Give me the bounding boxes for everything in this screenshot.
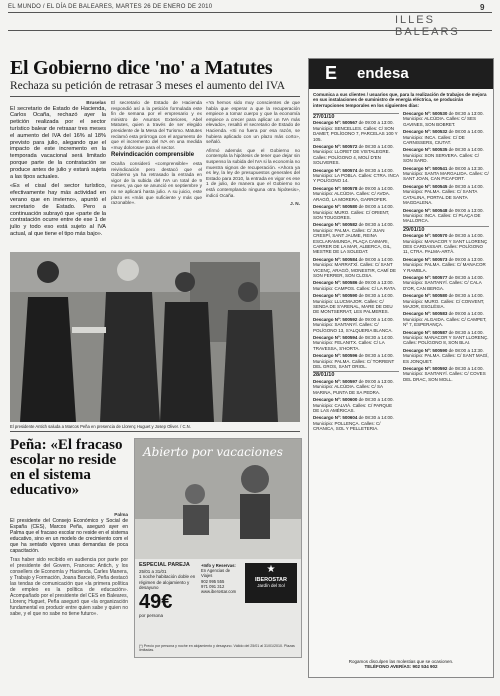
lede-paragraph: El secretario de Estado de Hacienda, Carlos Ocaña, rechazó ayer la petición realizada por el sector turístico balear de retrasar tres meses el aumento del IVA del 16% al 18% previsto para julio, alegando que el impacto de este incremento en la temporada vacacional será limitado porque parte de la contratación se produce antes de julio y estará sujeta a las tipos actuales. (10, 105, 106, 180)
ad-info-line: En Agencias de Viajes (201, 568, 231, 579)
outage-entry (313, 120, 399, 142)
outage-entry (403, 166, 489, 182)
outage-id: Descargo Nº: 500530 (403, 111, 449, 116)
endesa-right-column (403, 111, 489, 651)
outage-id: Descargo Nº: 500532 (403, 129, 449, 135)
outage-entry (403, 184, 489, 206)
outage-entry (403, 129, 489, 145)
ad-info (201, 563, 241, 594)
outage-details: de 09:00 a 14:00. Municipio: SANTANYÍ. Calles: C/ POLÍGONO 13, S'ALQUERIA BLANCA. (313, 316, 394, 333)
outage-details: de 08:30 a 14:00. Municipio: MANACOR Y SANT LLORENÇ DES CARDASSAR. Calles: POLÍGONO 11, CTRA. PALMA-ARTÀ. (403, 233, 488, 255)
photo-illustration (10, 252, 300, 422)
endesa-logo-word: endesa (357, 65, 409, 82)
outage-id: Descargo Nº: 500590 (403, 347, 449, 353)
outage-entry (403, 293, 489, 309)
article-main (10, 57, 300, 80)
endesa-logo-letter: E (325, 63, 338, 83)
outage-details: de 08:30 a 14:00. Municipio: SANTANYÍ. Calles: C/ COVES DEL DRAC, SON MOLL. (403, 366, 486, 382)
outage-details: de 08:00 a 13:30. Municipio: PALMA. Calles: C/ SANT MAGÍ, ES JONQUET. (403, 347, 489, 364)
outage-details: de 08:30 a 14:00. Municipio: MURO. Calles: C/ CONVENT, MAJOR, ESGLÉSIA. (403, 293, 485, 309)
ad-brand-sub: Jardín del Sol (257, 583, 285, 588)
outage-id: Descargo Nº: 500580 (313, 204, 359, 210)
outage-id: Descargo Nº: 500596 (313, 353, 359, 359)
outage-details: de 08:30 a 14:00. Municipio: LA POBLA. Calles: CTRA. INCA Y POLÍGONO 14. (313, 167, 399, 184)
outage-details: de 09:00 a 13:00. Municipio: INCA. Calles: C/ PLAÇA DE MALLORCA. (403, 207, 484, 224)
outage-entry (403, 147, 489, 163)
outage-entry (403, 233, 489, 255)
ad-brand-box (245, 563, 297, 603)
ad-footnote: (*) Precio por persona y noche en alojamiento y desayuno. Válido del 25/01 al 31/01/2010. Plazas limitadas. (139, 644, 295, 653)
outage-entry (313, 257, 399, 279)
ad-promo-title: ESPECIAL PAREJA (139, 562, 190, 568)
article-column-3 (206, 100, 300, 207)
outage-details: de 09:00 a 13:00. Municipio: ALCÚDIA. Calles: C/ SA MARINA, PUNTA DE SA PEDRA. (313, 378, 394, 395)
article2-headline: Peña: «El fracaso escolar no reside en el sistema educativo» (10, 437, 123, 498)
subheadline: Rechaza su petición de retrasar 3 meses el aumento del IVA (10, 80, 286, 92)
outage-entry (403, 111, 489, 127)
outage-entry (313, 168, 399, 184)
outage-id: Descargo Nº: 500578 (313, 185, 359, 191)
outage-id: Descargo Nº: 500584 (313, 256, 359, 262)
outage-details: de 08:30 a 14:00. Municipio: LLUCMAJOR. Calles: C/ SENDA DE S'ARENAL, MARE DE DEU DE MONTSERRAT, LES PALMERES. (313, 293, 394, 315)
outage-details: de 08:00 a 13:30. Municipio: SANTA MARGALIDA. Calles: C/ SANT JOAN, CAN PICAFORT. (403, 165, 489, 182)
outage-id: Descargo Nº: 500573 (403, 256, 449, 262)
headline-rule (10, 96, 300, 97)
outage-entry (313, 379, 399, 395)
outage-id: Descargo Nº: 500574 (313, 167, 359, 173)
outage-id: Descargo Nº: 500597 (313, 378, 359, 384)
outage-entry (403, 257, 489, 273)
outage-id: Descargo Nº: 500548 (403, 207, 449, 213)
body-paragraph: Ocaña consideró «comprensible» esta reivindicación pero destacó que el Gobierno ya ha retrasado la entrada en vigor de la subida del IVA un total de 9 meses, ya que se anunció en septiembre y no se aplicará hasta julio. A su juicio, este plazo es «más que suficiente y más que razonable». (111, 160, 202, 206)
outage-details: de 09:00 a 14:00. Municipio: ALCÚDIA. Calles: C/ AVDA. ARAGÓ, LA MORERA, GARROFER. (313, 185, 394, 202)
ad-price: 49€ (139, 590, 173, 613)
page-number: 9 (480, 3, 485, 12)
endesa-footer-note: Rogamos disculpen las molestias que se ocasionen. (348, 659, 454, 664)
outage-entry (313, 317, 399, 333)
outage-id: Descargo Nº: 500541 (403, 165, 449, 171)
notice-date: 28/01/10 (313, 371, 399, 378)
outage-details: de 09:00 a 14:00. Municipio: ALGAIDA. Calles: C/ CAMPET, Nº 7, ESPERANÇA. (403, 311, 487, 328)
outage-id: Descargo Nº: 500582 (313, 222, 359, 228)
masthead-rule (8, 12, 492, 13)
outage-entry (313, 415, 399, 431)
outage-details: de 08:30 a 14:00. Municipio: MANACOR Y SANT LLORENÇ. Calles: POLÍGONO 8, SON BLAI. (403, 329, 489, 346)
outage-details: de 09:00 a 13:00. Municipio: PALMA. Calles: C/ MANACOR Y RAMBLA. (403, 256, 486, 273)
ad-price-note: por persona (139, 612, 164, 618)
outage-details: de 08:30 a 14:00. Municipio: PALMA. Calles: C/ TORRENT DEL GROS, SANT ORIOL. (313, 353, 395, 370)
intertitle: Reivindicación comprensible (111, 152, 195, 159)
outage-details: de 08:30 a 14:00. Municipio: CALVIÀ. Calles: C/ PARQUE DE LAS AMÉRICAS. (313, 397, 394, 413)
outage-details: de 08:30 a 14:00. Municipio: FELANITX. Calles: C/ LA TRAVESSA, S'HORTA. (313, 335, 394, 351)
lede-paragraph-2: «Es el cisal del sector turístico, efectivamente hay más actividad en verano que en invierno», apuntó el secretario de Estado. Pero a continuación subrayó que «parte de la contratación ocurre entre de ese 1 de julio y todo eso está sujeto al IVA actual, al que tiene el tipo más bajo». (10, 183, 106, 237)
ad-brand: IBEROSTAR (255, 577, 287, 583)
outage-id: Descargo Nº: 500545 (403, 183, 449, 189)
body-paragraph: «Ya hemos sido muy conscientes de que había que esperar a que la recuperación empiece a tomar cuerpo y que la economía empiece a crecer para aplicar un IVA más elevado», resaltó el secretario de Estado de Hacienda. «Si no fuera por esa razón, se hubiera aplicado con un plazo más corto», señaló. (206, 100, 300, 145)
outage-entry (403, 348, 489, 364)
body-paragraph: Afirmó además que el Gobierno no contempla la hipótesis de tener que dejar sin suspenso la subida del IVA si la economía no muestra signos de recuperación. «Ahora ya es ley, la ley de presupuestos generales del Estado para 2010, la entrada en vigor es ese 1 de julio, de manera que el Gobierno no está contemplando ninguna otra hipótesis», indicó Ocaña. (206, 147, 300, 198)
ad-info-label: +Info y Reservas: (201, 563, 236, 568)
outage-entry (313, 186, 399, 202)
section-rule (8, 30, 492, 31)
outage-entry (313, 222, 399, 254)
article2-paragraph-2: Tras haber sido recibido en audiencia por parte por el presidente del Govern, Francesc Antich, y los consellers de Economía y Hacienda, Carles Manera, y Trabajo y Formación, Joana Barceló, Peña destacó las tendas de comunicación que «la primera política de empleo es la política de educación». Acompañado por el presidente del CES en Baleares, Llorenç Huguet, Peña aseguró que «la organización fundamental es producir entre quien sabe y quien no sabe, y el que no sabe no tiene futuro». (10, 556, 128, 617)
outage-id: Descargo Nº: 500577 (403, 274, 449, 280)
article2-dateline: Palma (114, 512, 128, 517)
outage-entry (313, 335, 399, 351)
outage-details: de 08:00 a 14:00. Municipio: INCA. Calles: C/ DE CARNISSERS, CIUTAT. (403, 129, 484, 146)
section-title: ILLES BALEARS (395, 14, 460, 38)
outage-entry (403, 208, 489, 224)
outage-id: Descargo Nº: 500572 (313, 144, 359, 150)
outage-details: de 08:30 a 14:00. Municipio: SANTANYÍ. Calles: C/ CALA D'OR, CAN BERGA. (403, 274, 484, 291)
endesa-left-column (313, 111, 399, 651)
outage-details: de 08:30 a 14:00. Municipio: POLLENÇA. Calles: C/ CRANICA, SOL Y PELLETERIA. (313, 415, 394, 432)
outage-entry (313, 280, 399, 291)
outage-id: Descargo Nº: 500604 (313, 415, 359, 421)
article2-paragraph: El presidente del Consejo Económico y Social de España (CES), Marcos Peña, aseguró ayer en Palma que el fracaso escolar no reside en el sistema educativo, sino en un modelo de crecimiento com el que ha sentado vigores unas demandas de poca capacitación. (10, 517, 128, 554)
ad-promo-desc: 1 noche habitación doble en régimen de alojamiento y desayuno (139, 574, 196, 590)
outage-id: Descargo Nº: 500590 (313, 293, 359, 299)
outage-entry (403, 366, 489, 382)
notice-date: 29/01/10 (403, 226, 489, 233)
outage-entry (313, 204, 399, 220)
outage-entry (313, 397, 399, 413)
outage-id: Descargo Nº: 500583 (403, 311, 449, 317)
outage-details: de 09:00 a 13:00. Municipio: CAMPOS. Calles: C/ LA RATA. (313, 280, 397, 291)
endesa-notice (308, 58, 494, 678)
outage-details: de 08:30 a 14:00. Municipio: PALMA. Calles: C/ SANTA CATALINA, PORTAL DE SANTA MAGDALENA. (403, 183, 484, 206)
endesa-header (309, 59, 493, 89)
outage-details: de 08:30 a 14:00. Municipio: SON SERVERA. Calles: C/ SON SARD. (403, 147, 484, 164)
body-paragraph: El secretario de Estado de Hacienda respondió así a la petición formulada este fin de semana por el empresario y ex ministro de Asuntos Exteriores, Abel Matutes, quien a través de ser elegido presidente de la Mesa del Turismo. Matutes reclamó esta prórroga con el argumento de que el incremento del IVA en una medida «muy dolorosa» para el sector. (111, 100, 202, 150)
ad-promo (139, 563, 199, 618)
article-column-2 (111, 100, 202, 209)
outage-id: Descargo Nº: 500580 (403, 293, 449, 299)
outage-entry (403, 311, 489, 327)
endesa-intro: Comunica a sus clientes / usuarios que, para la realización de trabajos de mejora en sus instalaciones de suministro de energía eléctrica, se producirán interrupciones temporales en los siguientes días: (313, 92, 487, 108)
outage-details: de 08:30 a 14:00. Municipio: PALMA. Calles: C/ JUAN CRESPÍ, SANT JAUME, REINA ESCLARAMUNDA, PLAÇA CAIMARI, CARRER DE LA MAR, ALBERCA, GIL, MESTRE DE LA SOLEDAT. (313, 222, 394, 255)
outage-id: Descargo Nº: 500600 (313, 397, 359, 403)
outage-entry (313, 353, 399, 369)
outage-id: Descargo Nº: 500594 (313, 335, 359, 341)
ad-info-phone-2: 971 091 312 (201, 583, 225, 589)
article-column-1 (10, 100, 106, 238)
masthead-publication: EL MUNDO / EL DÍA DE BALEARES, MARTES 26 DE ENERO DE 2010 (8, 4, 213, 10)
outage-id: Descargo Nº: 500567 (313, 120, 359, 126)
ad-info-phone: 902 995 555 (201, 578, 225, 584)
caption-rule (10, 431, 300, 432)
dateline: Bruselas (86, 100, 106, 105)
signature: J. N. (290, 201, 300, 207)
article2-body (10, 512, 128, 620)
headline: El Gobierno dice 'no' a Matutes (10, 57, 273, 79)
outage-id: Descargo Nº: 500592 (403, 366, 449, 372)
outage-details: de 08:00 a 14:00. Municipio: MARRATXÍ. Calles: C/ SANT VICENÇ, ARAGÓ, MONESTIR, CAMÍ DE SON FERRER, SON CLOSA. (313, 256, 397, 278)
outage-id: Descargo Nº: 500570 (403, 233, 449, 239)
ad-info-web: www.iberostar.com (201, 589, 237, 595)
notice-date: 27/01/10 (313, 113, 399, 120)
star-icon: ★ (266, 564, 276, 575)
ad-promo-dates: 25/01 a 31/01 (139, 568, 167, 574)
outage-entry (403, 275, 489, 291)
outage-id: Descargo Nº: 500535 (403, 147, 449, 153)
news-photo (10, 252, 300, 422)
iberostar-ad (134, 438, 302, 658)
outage-details: de 08:00 a 14:00. Municipio: MURO. Calles: C/ ORIENT, SON TOUGORES. (313, 204, 394, 220)
endesa-footer (313, 659, 489, 670)
outage-entry (313, 293, 399, 315)
outage-entry (313, 144, 399, 166)
outage-details: de 09:00 a 13:00. Municipio: SENCELLES. Calles: C/ SON DAMET, POLÍGONO 7, PARCELAS 100 Y 105. (313, 120, 398, 142)
outage-id: Descargo Nº: 500587 (403, 329, 449, 335)
photo-caption: El presidente Antich saluda a Marcos Peña en presencia de Llorenç Huguet y Josep Oliver. / C.N. (10, 424, 191, 429)
outage-id: Descargo Nº: 500592 (313, 316, 359, 322)
ad-tagline: Abierto por vacaciones (143, 445, 283, 459)
outage-details: de 08:30 a 14:00. Municipio: LLORET DE VISTALEGRE. Calles: POLÍGONO 4, MOLÍ D'EN SOLIVERES. (313, 144, 394, 166)
outage-entry (403, 330, 489, 346)
outage-id: Descargo Nº: 500586 (313, 280, 359, 286)
endesa-phone: TELÉFONO AVERÍAS: 902 534 902 (364, 664, 438, 670)
outage-details: de 08:30 a 13:00. Municipio: ALCÚDIA. Calles: C/ SES GAVINES, SON BOBRET. (403, 111, 484, 127)
